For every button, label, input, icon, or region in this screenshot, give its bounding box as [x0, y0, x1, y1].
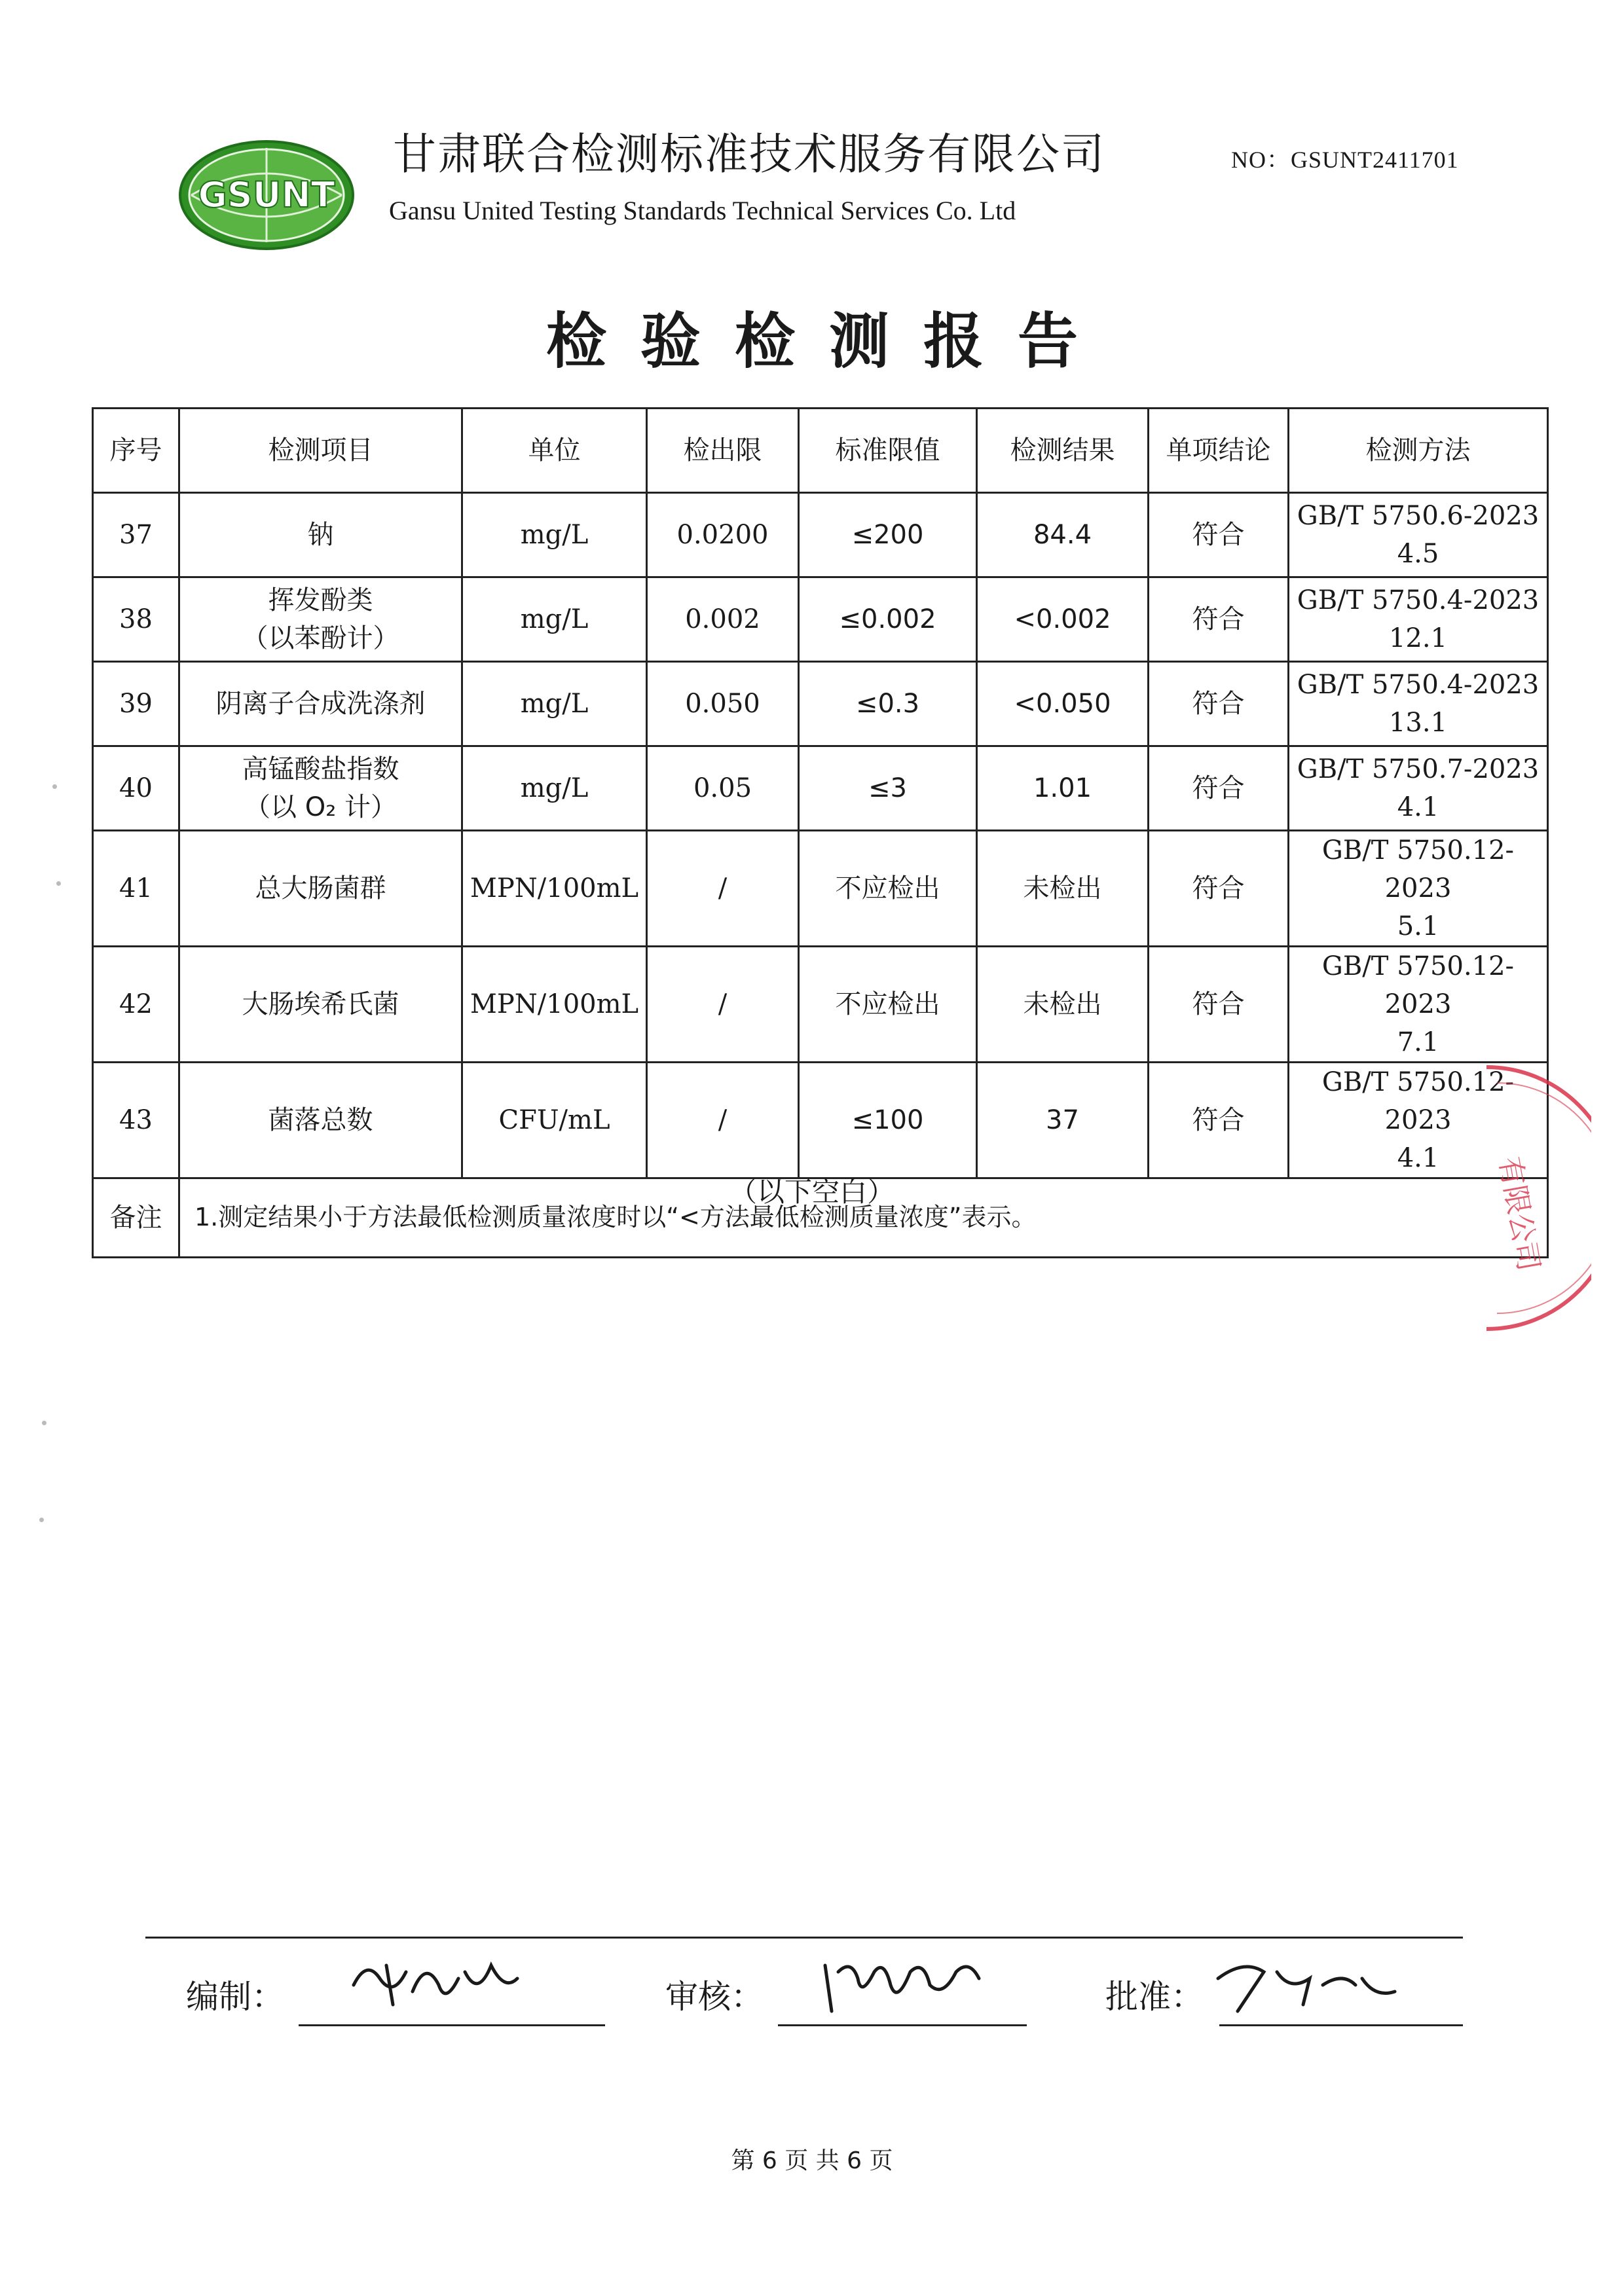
- approved-by-signature: [1205, 1946, 1401, 2018]
- cell-result-result: <0.050: [1014, 689, 1111, 719]
- page-title: 检验检测报告: [545, 306, 1112, 376]
- cell-conclusion: [1149, 662, 1289, 746]
- table-row: [93, 831, 1548, 947]
- cell-detection-limit: [647, 662, 799, 746]
- cell-item-item: 挥发酚类: [268, 585, 373, 615]
- cell-method-method2: 4.1: [1397, 792, 1439, 822]
- cell-method-method2: 13.1: [1388, 708, 1448, 738]
- cell-conclusion: [1149, 493, 1289, 577]
- cell-method: [1289, 662, 1548, 746]
- cell-unit-unit: mg/L: [520, 520, 589, 550]
- remark-text: 1.测定结果小于方法最低检测质量浓度时以“<方法最低检测质量浓度”表示。: [179, 1178, 1548, 1258]
- cell-method-method: GB/T 5750.4-2023: [1297, 585, 1540, 615]
- cell-unit: [462, 746, 647, 831]
- cell-conclusion-conclusion: 符合: [1192, 1105, 1245, 1135]
- col-header-conclusion: 单项结论: [1149, 409, 1289, 493]
- cell-standard-limit-standard: ≤100: [851, 1105, 924, 1135]
- cell-result-result: 1.01: [1033, 773, 1092, 803]
- table-body: [93, 493, 1548, 1178]
- cell-result: [977, 947, 1149, 1063]
- cell-method-method: GB/T 5750.12-2023: [1321, 951, 1515, 1019]
- reviewed-by-line: [778, 2024, 1027, 2026]
- cell-no: [93, 577, 179, 662]
- cell-conclusion: [1149, 831, 1289, 947]
- cell-conclusion-conclusion: 符合: [1192, 989, 1245, 1019]
- cell-method: [1289, 947, 1548, 1063]
- cell-conclusion-conclusion: 符合: [1192, 604, 1245, 634]
- report-number: [1231, 141, 1459, 175]
- cell-unit-unit: mg/L: [520, 689, 589, 719]
- cell-method-method: GB/T 5750.4-2023: [1297, 670, 1540, 700]
- cell-standard-limit: [799, 746, 977, 831]
- cell-standard-limit: [799, 947, 977, 1063]
- scan-speck: [39, 1518, 44, 1522]
- signature-divider: [145, 1937, 1463, 1939]
- cell-standard-limit: [799, 1063, 977, 1178]
- table-row: [93, 1063, 1548, 1178]
- col-header-no: 序号: [93, 409, 179, 493]
- cell-standard-limit: [799, 831, 977, 947]
- cell-item: [179, 831, 462, 947]
- compiled-by-signature: [341, 1946, 537, 2018]
- page-number: 第 6 页 共 6 页: [731, 2147, 893, 2174]
- cell-result-result: 84.4: [1033, 520, 1092, 550]
- cell-detection-limit: [647, 493, 799, 577]
- cell-no: [93, 746, 179, 831]
- reviewed-by-label: 审核：: [665, 1978, 764, 2016]
- cell-no-no: 37: [119, 520, 153, 550]
- cell-method-method: GB/T 5750.12-2023: [1321, 1067, 1515, 1135]
- cell-detection-limit: [647, 831, 799, 947]
- cell-item: [179, 947, 462, 1063]
- cell-standard-limit-standard: ≤0.3: [855, 689, 920, 719]
- company-name-en: Gansu United Testing Standards Technical Services Co. Ltd: [389, 196, 1016, 225]
- cell-no-no: 40: [119, 773, 153, 803]
- cell-method-method2: 12.1: [1388, 623, 1448, 653]
- logo-text: GSUNT: [198, 174, 335, 215]
- cell-unit: [462, 577, 647, 662]
- cell-method: [1289, 746, 1548, 831]
- cell-method: [1289, 493, 1548, 577]
- col-header-result: 检测结果: [977, 409, 1149, 493]
- company-name-cn: 甘肃联合检测标准技术服务有限公司: [393, 129, 1105, 179]
- compiled-by-label: 编制：: [186, 1978, 284, 2016]
- col-header-detection-limit: 检出限: [647, 409, 799, 493]
- table-row: [93, 662, 1548, 746]
- cell-method-method2: 4.1: [1397, 1143, 1439, 1173]
- col-header-unit: 单位: [462, 409, 647, 493]
- scan-speck: [52, 784, 57, 789]
- cell-item-item: 高锰酸盐指数: [242, 754, 399, 784]
- cell-method-method2: 5.1: [1397, 911, 1439, 941]
- cell-conclusion-conclusion: 符合: [1192, 520, 1245, 550]
- cell-result: [977, 662, 1149, 746]
- cell-detection-limit-limit-detect: 0.050: [685, 689, 760, 719]
- cell-conclusion-conclusion: 符合: [1192, 873, 1245, 903]
- cell-detection-limit-limit-detect: /: [718, 1105, 728, 1135]
- report-number-label: NO：: [1231, 147, 1291, 173]
- cell-item: [179, 1063, 462, 1178]
- approved-by-label: 批准：: [1105, 1978, 1204, 2016]
- cell-conclusion: [1149, 947, 1289, 1063]
- cell-standard-limit-standard: ≤3: [868, 773, 907, 803]
- company-logo: [178, 139, 355, 251]
- cell-no: [93, 493, 179, 577]
- cell-result-result: 未检出: [1023, 873, 1102, 903]
- cell-detection-limit: [647, 947, 799, 1063]
- blank-below-mark: （以下空白）: [729, 1176, 895, 1208]
- cell-result: [977, 577, 1149, 662]
- cell-method-method: GB/T 5750.6-2023: [1297, 501, 1540, 531]
- col-header-standard-limit: 标准限值: [799, 409, 977, 493]
- cell-standard-limit-standard: ≤200: [851, 520, 924, 550]
- cell-no-no: 43: [119, 1105, 153, 1135]
- cell-conclusion: [1149, 577, 1289, 662]
- cell-unit: [462, 947, 647, 1063]
- cell-result: [977, 746, 1149, 831]
- cell-detection-limit-limit-detect: 0.0200: [676, 520, 769, 550]
- cell-method: [1289, 831, 1548, 947]
- cell-no: [93, 1063, 179, 1178]
- cell-result: [977, 1063, 1149, 1178]
- cell-unit-unit: CFU/mL: [498, 1105, 610, 1135]
- cell-method-method2: 7.1: [1397, 1027, 1439, 1057]
- cell-detection-limit-limit-detect: 0.002: [685, 604, 760, 634]
- cell-item-item2: （以苯酚计）: [242, 623, 399, 653]
- cell-detection-limit-limit-detect: /: [718, 873, 728, 903]
- cell-unit-unit: mg/L: [520, 604, 589, 634]
- table-row: [93, 577, 1548, 662]
- scan-speck: [56, 881, 61, 886]
- cell-standard-limit: [799, 662, 977, 746]
- cell-standard-limit-standard: 不应检出: [835, 989, 940, 1019]
- col-header-item: 检测项目: [179, 409, 462, 493]
- cell-result: [977, 831, 1149, 947]
- cell-item: [179, 746, 462, 831]
- scan-speck: [42, 1421, 46, 1425]
- cell-no: [93, 831, 179, 947]
- results-table: [92, 407, 1549, 1258]
- cell-item-item: 阴离子合成洗涤剂: [215, 689, 426, 719]
- cell-method-method: GB/T 5750.12-2023: [1321, 835, 1515, 903]
- cell-item: [179, 577, 462, 662]
- cell-detection-limit-limit-detect: 0.05: [693, 773, 752, 803]
- cell-standard-limit-standard: ≤0.002: [839, 604, 936, 634]
- cell-conclusion: [1149, 746, 1289, 831]
- cell-unit-unit: MPN/100mL: [470, 989, 639, 1019]
- cell-no-no: 42: [119, 989, 153, 1019]
- cell-detection-limit-limit-detect: /: [718, 989, 728, 1019]
- cell-item-item: 大肠埃希氏菌: [242, 989, 399, 1019]
- cell-unit-unit: mg/L: [520, 773, 589, 803]
- cell-item-item: 钠: [307, 520, 334, 550]
- cell-method-method2: 4.5: [1397, 539, 1439, 569]
- cell-result-result: 37: [1046, 1105, 1079, 1135]
- cell-method-method: GB/T 5750.7-2023: [1297, 754, 1540, 784]
- cell-unit: [462, 662, 647, 746]
- cell-unit-unit: MPN/100mL: [470, 873, 639, 903]
- table-header-row: [93, 409, 1548, 493]
- cell-standard-limit-standard: 不应检出: [835, 873, 940, 903]
- cell-item-item2: （以 O₂ 计）: [244, 792, 397, 822]
- cell-result-result: <0.002: [1014, 604, 1111, 634]
- table-row: [93, 493, 1548, 577]
- cell-method: [1289, 577, 1548, 662]
- cell-no: [93, 662, 179, 746]
- cell-item-item: 菌落总数: [268, 1105, 373, 1135]
- cell-unit: [462, 493, 647, 577]
- cell-detection-limit: [647, 1063, 799, 1178]
- cell-item: [179, 493, 462, 577]
- cell-no-no: 41: [119, 873, 153, 903]
- cell-no: [93, 947, 179, 1063]
- table-row: [93, 947, 1548, 1063]
- cell-conclusion-conclusion: 符合: [1192, 689, 1245, 719]
- col-header-method: 检测方法: [1289, 409, 1548, 493]
- reviewed-by-signature: [812, 1946, 995, 2018]
- approved-by-line: [1219, 2024, 1463, 2026]
- table-row: [93, 746, 1548, 831]
- cell-item-item: 总大肠菌群: [255, 873, 386, 903]
- cell-item: [179, 662, 462, 746]
- cell-standard-limit: [799, 577, 977, 662]
- cell-standard-limit: [799, 493, 977, 577]
- compiled-by-line: [299, 2024, 605, 2026]
- company-seal: [1473, 1061, 1591, 1336]
- seal-text: 有限公司: [1492, 1154, 1545, 1274]
- cell-detection-limit: [647, 577, 799, 662]
- cell-no-no: 38: [119, 604, 153, 634]
- cell-conclusion: [1149, 1063, 1289, 1178]
- report-number-value: GSUNT2411701: [1291, 147, 1459, 173]
- cell-result: [977, 493, 1149, 577]
- remark-label: 备注: [93, 1178, 179, 1258]
- cell-detection-limit: [647, 746, 799, 831]
- cell-result-result: 未检出: [1023, 989, 1102, 1019]
- cell-no-no: 39: [119, 689, 153, 719]
- cell-conclusion-conclusion: 符合: [1192, 773, 1245, 803]
- cell-unit: [462, 831, 647, 947]
- cell-unit: [462, 1063, 647, 1178]
